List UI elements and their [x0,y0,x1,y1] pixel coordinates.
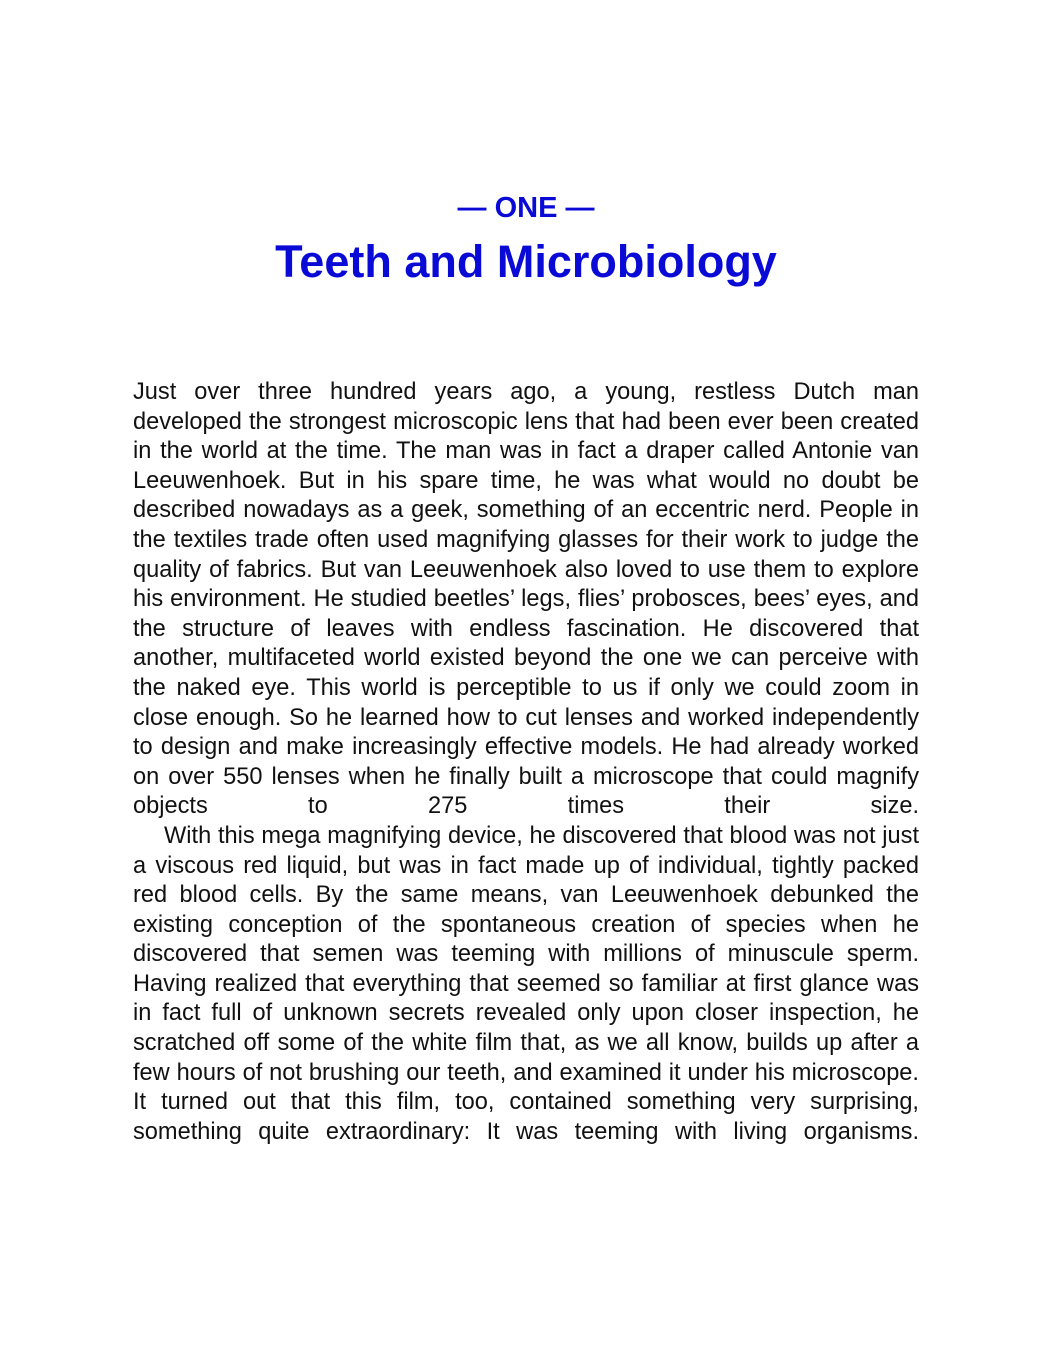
body-text [133,378,919,1147]
paragraph-1: Just over three hundred years ago, a young, restless Dutch man developed the strongest microscopic lens that had been ever been created in the world at the time. The man was in fact a draper called Antonie van Leeuwenhoek. But in his spare time, he was what would no doubt be described nowadays as a geek, something of an eccentric nerd. People in the textiles trade often used magnifying glasses for their work to judge the quality of fabrics. But van Leeuwenhoek also loved to use them to explore his environment. He studied beetles’ legs, flies’ probosces, bees’ eyes, and the structure of leaves with endless fascination. He discovered that another, multifaceted world existed beyond the one we can perceive with the naked eye. This world is perceptible to us if only we could zoom in close enough. So he learned how to cut lenses and worked independently to design and make increasingly effective models. He had already worked on over 550 lenses when he finally built a microscope that could magnify objects to 275 times their size. [133,379,919,820]
paragraph-2: With this mega magnifying device, he discovered that blood was not just a viscous red liquid, but was in fact made up of individual, tightly packed red blood cells. By the same means, van Leeuwenhoek debunked the existing conception of the spontaneous creation of species when he discovered that semen was teeming with millions of minuscule sperm. Having realized that everything that seemed so familiar at first glance was in fact full of unknown secrets revealed only upon closer inspection, he scratched off some of the white film that, as we all know, builds up after a few hours of not brushing our teeth, and examined it under his microscope. It turned out that this film, too, contained something very surprising, something quite extraordinary: It was teeming with living organisms. [133,822,919,1145]
chapter-title: Teeth and Microbiology [275,236,777,287]
chapter-number: — ONE — [457,192,595,224]
